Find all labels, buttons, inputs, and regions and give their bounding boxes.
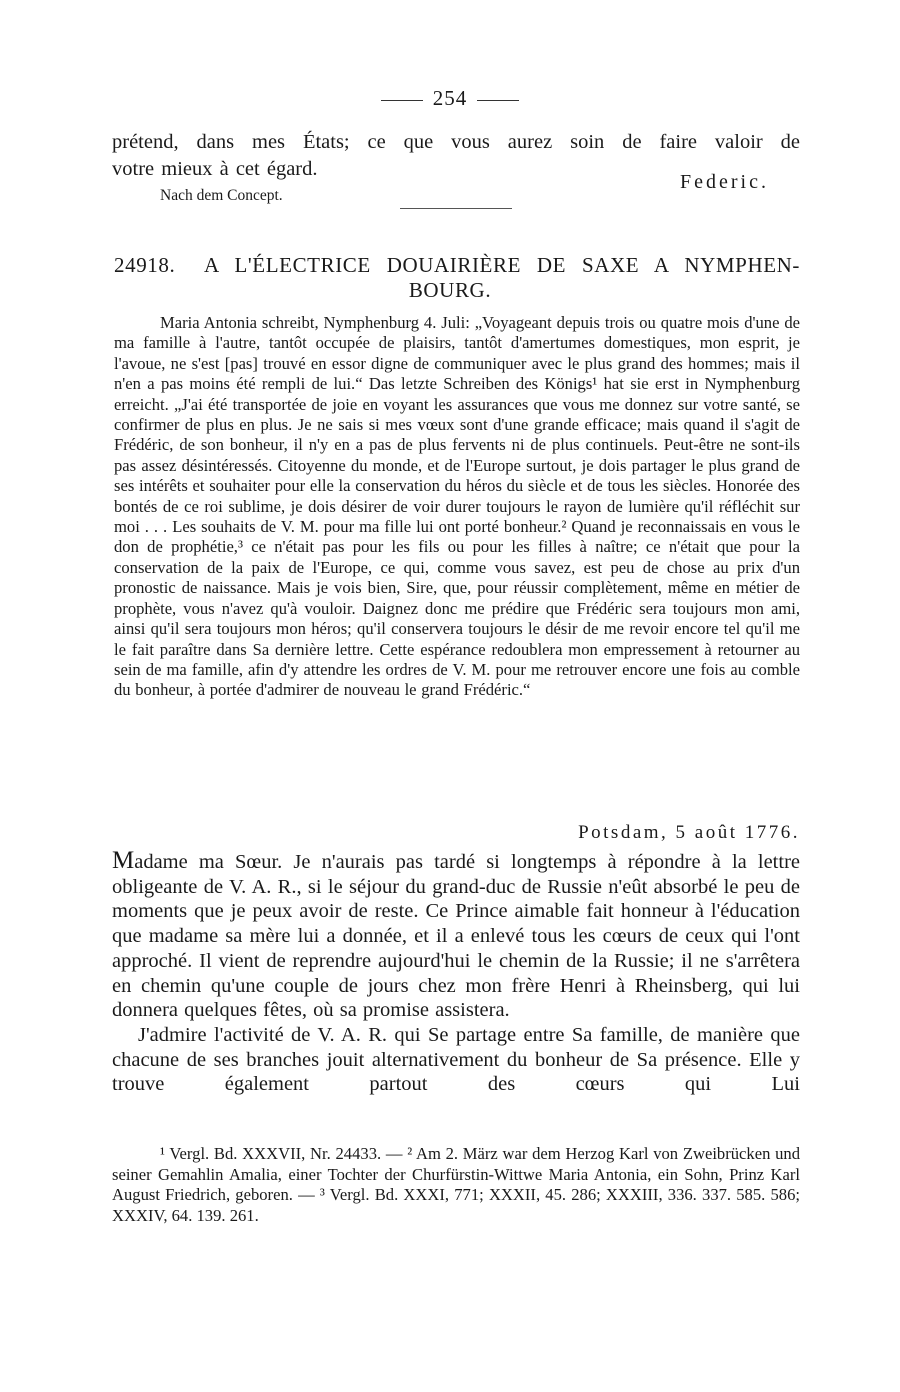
letter-summary — [114, 313, 800, 701]
page-number-dash-left — [381, 100, 423, 101]
letter-heading-line-1: A L'ÉLECTRICE DOUAIRIÈRE DE SAXE A NYMPHEN- — [204, 253, 800, 277]
letter-heading-line-2: BOURG. — [408, 278, 492, 302]
footnotes — [112, 1144, 800, 1227]
previous-letter-line-1: prétend, dans mes États; ce que vous aurez soin de faire valoir de — [112, 131, 800, 153]
section-divider — [400, 208, 512, 209]
letter-paragraph-1-text: adame ma Sœur. Je n'aurais pas tardé si longtemps à répondre à la lettre obligeante de V. A. R., si le séjour du grand-duc de Russie n'eût absorbé le peu de moments que je peux avoir de reste. Ce Prince aimable fait honneur à l'éducation que madame sa mère lui a donnée, et il a enlevé tous les cœurs de ceux qui l'ont approché. Il vient de reprendre aujourd'hui le chemin de la Russie; il ne s'arrêtera en chemin qu'une couple de jours chez mon frère Henri à Rheinsberg, qui lui donnera quelques fêtes, où sa promise assistera. — [112, 851, 800, 1022]
footnotes-text: ¹ Vergl. Bd. XXXVII, Nr. 24433. — ² Am 2. März war dem Herzog Karl von Zweibrücken und seiner Gemahlin Amalia, einer Tochter der Churfürstin-Wittwe Maria Antonia, ein Sohn, Prinz Karl August Friedrich, geboren. — ³ Vergl. Bd. XXXI, 771; XXXII, 45. 286; XXXIII, 336. 337. 585. 586; XXXIV, 64. 139. 261. — [112, 1144, 800, 1226]
dateline: Potsdam, 5 août 1776. — [578, 822, 800, 843]
page-number — [0, 86, 900, 111]
letter-paragraph-1 — [112, 849, 800, 1023]
letter-body — [112, 849, 800, 1097]
previous-letter-signature: Federic. — [680, 171, 769, 193]
letter-paragraph-2: J'admire l'activité de V. A. R. qui Se partage entre Sa famille, de manière que chacune de ses branches jouit alternativement du bonheur de Sa présence. Elle y trouve également partout des cœurs qui Lui — [112, 1023, 800, 1096]
letter-number: 24918. — [114, 253, 176, 277]
previous-letter-line-2: votre mieux à cet égard. — [112, 158, 318, 180]
page-number-value: 254 — [432, 86, 468, 110]
summary-text: Maria Antonia schreibt, Nymphenburg 4. Juli: „Voyageant depuis trois ou quatre mois d'une de ma famille à l'autre, tantôt occupée de plaisirs, tantôt d'amertumes domestiques, mon esprit, je l'avoue, ne s'est [pas] trouvé en essor digne de communiquer avec le plus grand des hommes; mais il n'en a pas moins été rempli de lui.“ Das letzte Schreiben des Königs¹ hat sie erst in Nymphenburg erreicht. „J'ai été transportée de joie en voyant les assurances que vous me donnez sur votre santé, se confirmer de plus en plus. Je ne sais si mes vœux sont d'une grande efficace; mais quand il s'agit de Frédéric, de son bonheur, il n'y en a pas de plus fervents ni de plus continuels. Peut-être ne sont-ils pas assez désintéressés. Citoyenne du monde, et de l'Europe surtout, je dois partager le plus grand de ses intérêts et souhaiter pour elle la conservation du héros du siècle et de tous les siècles. Honorée des bontés de ce roi sublime, je dois désirer de voir durer toujours le rayon de lumière qu'il réfléchit sur moi . . . Les souhaits de V. M. pour ma fille lui ont porté bonheur.² Quand je reconnaissais en vous le don de prophétie,³ ce n'était pas pour les fils ou pour les filles à naître; ce n'était que pour la conservation de la paix de l'Europe, ce qui, comme vous savez, est peu de chose au prix d'un pronostic de naissance. Mais je vois bien, Sire, que, pour réussir complètement, même en métier de prophète, vous n'avez qu'à vouloir. Daignez donc me prédire que Frédéric sera toujours mon ami, ainsi qu'il sera toujours mon héros; qu'il conservera toujours le désir de me revoir encore tel qu'il me le fait paraître dans Sa dernière lettre. Cette espérance redoublera mon empressement à retourner au sein de ma famille, afin d'y attendre les ordres de V. M. pour me retrouver encore une fois au comble du bonheur, à portée d'admirer de nouveau le grand Frédéric.“ — [114, 313, 800, 700]
page-number-dash-right — [477, 100, 519, 101]
salutation-initial: M — [112, 847, 135, 874]
source-note: Nach dem Concept. — [160, 187, 283, 204]
